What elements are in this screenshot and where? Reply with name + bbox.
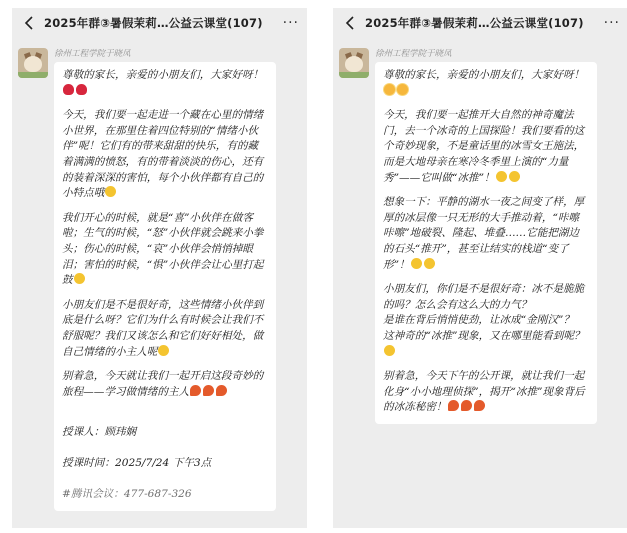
chat-header xyxy=(12,8,307,38)
smile-emoji-icon xyxy=(158,345,169,356)
firecracker-emoji-icon xyxy=(461,400,472,411)
sender-name: 徐州工程学院于晓凤 xyxy=(54,49,131,59)
sun-emoji-icon xyxy=(397,84,408,95)
message-paragraph: 别着急，今天就让我们一起开启这段奇妙的旅程——学习做情绪的主人 xyxy=(62,370,264,398)
chat-title: 2025年群③暑假茉莉…公益云课堂(107) xyxy=(44,16,263,30)
firecracker-emoji-icon xyxy=(448,400,459,411)
message-paragraph: 小朋友们，你们是不是很好奇：冰不是脆脆的吗？怎么会有这么大的力气？ 是谁在背后悄悄使劲，让冰成“金刚汉”？ 这神奇的“冰推”现象，又在哪里能看到呢？ xyxy=(383,283,585,342)
smile-emoji-icon xyxy=(424,258,435,269)
firecracker-emoji-icon xyxy=(190,385,201,396)
chat-header xyxy=(333,8,627,38)
smile-emoji-icon xyxy=(74,273,85,284)
smile-emoji-icon xyxy=(411,258,422,269)
message-row xyxy=(339,48,622,424)
message-paragraph: 今天，我们要一起走进一个藏在心里的情绪小世界，在那里住着四位特别的“情绪小伙伴”呢！它们有的带来甜甜的快乐，有的藏着满满的愤怒，有的带着淡淡的伤心，还有的装着深深的害怕，每个小伙伴都有自己的小特点哦 xyxy=(62,109,264,200)
back-chevron-icon[interactable] xyxy=(20,14,38,32)
more-options-icon[interactable]: ··· xyxy=(282,15,299,31)
smile-emoji-icon xyxy=(509,171,520,182)
chat-screen-left xyxy=(12,8,307,528)
smile-emoji-icon xyxy=(496,171,507,182)
sun-emoji-icon xyxy=(384,84,395,95)
back-chevron-icon[interactable] xyxy=(341,14,359,32)
message-paragraph: 尊敬的家长，亲爱的小朋友们，大家好呀！ xyxy=(62,69,264,81)
message-paragraph: 别着急，今天下午的公开课，就让我们一起化身“小小地理侦探”，揭开“冰推”现象背后的冰冻秘密！ xyxy=(383,370,585,414)
class-time: 授课时间：2025/7/24 下午3点 xyxy=(62,457,212,470)
chat-title: 2025年群③暑假茉莉…公益云课堂(107) xyxy=(365,16,584,30)
message-paragraph: 小朋友们是不是很好奇，这些情绪小伙伴到底是什么呀？它们为什么有时候会让我们不舒服呢？我们又该怎么和它们好好相处，做自己情绪的小主人呢 xyxy=(62,298,264,358)
firecracker-emoji-icon xyxy=(216,385,227,396)
more-options-icon[interactable]: ··· xyxy=(603,15,620,31)
message-paragraph: 尊敬的家长，亲爱的小朋友们，大家好呀！ xyxy=(383,69,585,81)
message-paragraph: 想象一下：平静的湖水一夜之间变了样，厚厚的冰层像一只无形的大手推动着，“咔嚓咔嚓”地破裂、隆起、堆叠……它能把湖边的石头“推开”，甚至让结实的栈道“变了形”！ xyxy=(383,196,585,271)
sender-name: 徐州工程学院于晓凤 xyxy=(375,49,452,59)
meeting-id: #腾讯会议：477-687-326 xyxy=(62,488,192,501)
smile-emoji-icon xyxy=(384,345,395,356)
firecracker-emoji-icon xyxy=(474,400,485,411)
avatar[interactable] xyxy=(18,48,48,78)
rose-emoji-icon xyxy=(76,84,87,95)
chat-screen-right xyxy=(333,8,627,528)
avatar[interactable] xyxy=(339,48,369,78)
rose-emoji-icon xyxy=(63,84,74,95)
message-bubble[interactable] xyxy=(375,62,597,424)
smile-emoji-icon xyxy=(105,186,116,197)
message-paragraph: 今天，我们要一起推开大自然的神奇魔法门，去一个冰奇的上国探险！我们要看的这个奇妙现象，不是童话里的冰雪女王施法，而是大地母亲在寒冷冬季里上演的“力量秀”——它叫做“冰推”！ xyxy=(383,109,585,184)
message-bubble[interactable] xyxy=(54,62,276,511)
firecracker-emoji-icon xyxy=(203,385,214,396)
message-row xyxy=(18,48,301,511)
message-paragraph: 我们开心的时候，就是“喜”小伙伴在做客啦；生气的时候，“怒”小伙伴就会跳来小拳头；伤心的时候，“哀”小伙伴会悄悄掉眼泪；害怕的时候，“惧”小伙伴会让心里打起鼓 xyxy=(62,211,264,287)
teacher-label: 授课人：顾玮娴 xyxy=(62,425,137,438)
